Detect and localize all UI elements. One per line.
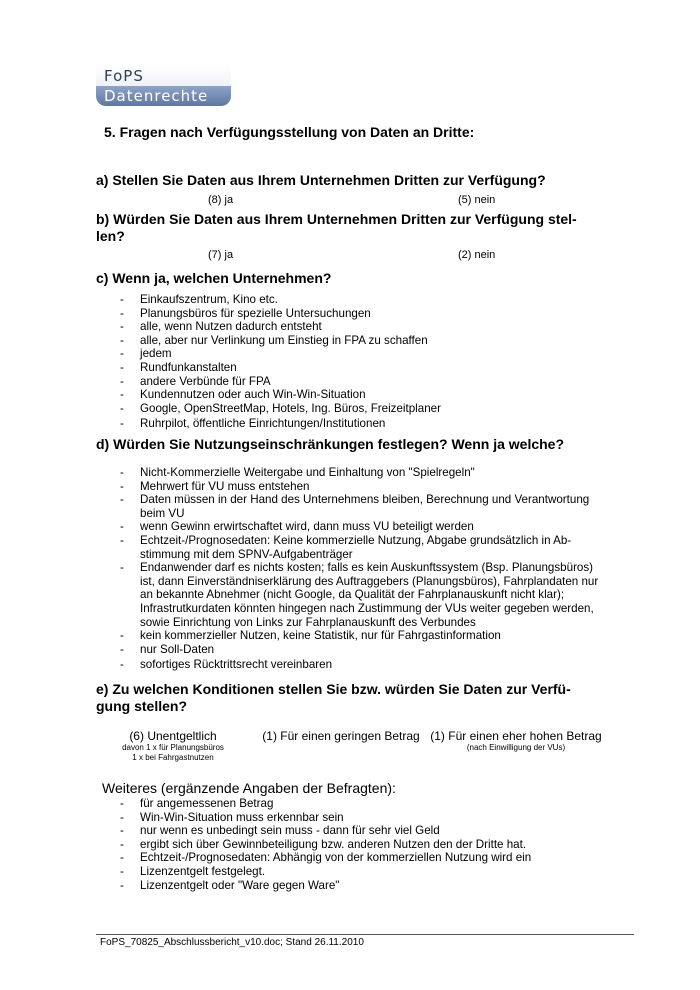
list-item: - Ruhrpilot, öffentliche Einrichtungen/Institutionen (120, 417, 600, 431)
footer-divider (96, 934, 634, 935)
list-item: - Planungsbüros für spezielle Untersuchungen (120, 307, 600, 321)
question-b (96, 211, 616, 245)
list-d (120, 466, 600, 672)
list-item: - wenn Gewinn erwirtschaftet wird, dann muss VU beteiligt werden (120, 520, 600, 534)
condition-high-price-label: (1) Für einen eher hohen Betrag (430, 729, 602, 743)
list-item: - Lizenzentgelt festgelegt. (120, 865, 600, 879)
weiteres-title: Weiteres (ergänzende Angaben der Befragten): (102, 780, 396, 796)
question-e-line2: gung stellen? (96, 698, 187, 714)
question-b-line1: b) Würden Sie Daten aus Ihrem Unternehmen Dritten zur Verfügung stel- (96, 211, 577, 227)
condition-free-label: (6) Unentgeltlich (129, 729, 217, 743)
list-c (120, 293, 600, 431)
list-item: - Google, OpenStreetMap, Hotels, Ing. Büros, Freizeitplaner (120, 402, 600, 416)
list-item: - Lizenzentgelt oder "Ware gegen Ware" (120, 879, 600, 893)
list-item: - kein kommerzieller Nutzen, keine Statistik, nur für Fahrgastinformation (120, 629, 600, 643)
list-item: - alle, wenn Nutzen dadurch entsteht (120, 320, 600, 334)
question-d: d) Würden Sie Nutzungseinschränkungen festlegen? Wenn ja welche? (96, 436, 565, 452)
list-item: - andere Verbünde für FPA (120, 375, 600, 389)
answer-b-no: (2) nein (458, 249, 496, 261)
list-item: - Einkaufszentrum, Kino etc. (120, 293, 600, 307)
footer-text: FoPS_70825_Abschlussbericht_v10.doc; Stand 26.11.2010 (100, 937, 364, 948)
logo-line-datenrechte: Datenrechte (96, 86, 231, 106)
list-weiteres (120, 797, 600, 892)
list-item: - nur wenn es unbedingt sein muss - dann für sehr viel Geld (120, 824, 600, 838)
condition-low-price-label: (1) Für einen geringen Betrag (262, 729, 420, 743)
answer-a-yes: (8) ja (208, 194, 234, 206)
logo-line-fops: FoPS (96, 66, 231, 86)
list-item: - für angemessenen Betrag (120, 797, 600, 811)
list-item: - Daten müssen in der Hand des Unternehmens bleiben, Berechnung und Verantwortung beim VU (120, 493, 600, 520)
question-e-line1: e) Zu welchen Konditionen stellen Sie bzw. würden Sie Daten zur Verfü- (96, 681, 571, 697)
list-item: - Kundennutzen oder auch Win-Win-Situation (120, 388, 600, 402)
list-item: - Echtzeit-/Prognosedaten: Abhängig von der kommerziellen Nutzung wird ein (120, 851, 600, 865)
list-item: - jedem (120, 347, 600, 361)
question-e (96, 681, 616, 715)
answer-b-yes: (7) ja (208, 249, 234, 261)
list-item: - Endanwender darf es nichts kosten; falls es kein Auskunftssystem (Bsp. Planungsbüros) ist, dann Einverständniserklärung des Auftraggebers (Planungsbüros), Fahrplandaten nur an bekannte Abnehmer (nicht Google, da Qualität der Fahrplanauskunft nicht klar); Infrastrutkurdaten könnten hingegen nach Zustimmung der VUs weiter gegeben werden, sowie Einrichtung von Links zur Fahrplanauskunft des Verbundes (120, 561, 600, 629)
section-title: 5. Fragen nach Verfügungsstellung von Daten an Dritte: (104, 124, 475, 140)
question-a: a) Stellen Sie Daten aus Ihrem Unternehmen Dritten zur Verfügung? (96, 172, 546, 188)
list-item: - Win-Win-Situation muss erkennbar sein (120, 811, 600, 825)
list-item: - sofortiges Rücktrittsrecht vereinbaren (120, 658, 600, 672)
question-c: c) Wenn ja, welchen Unternehmen? (96, 270, 332, 286)
condition-high-price (430, 729, 602, 753)
condition-free-note-2: 1 x bei Fahrgastnutzen (132, 753, 214, 762)
list-item: - Mehrwert für VU muss entstehen (120, 480, 600, 494)
fops-logo (96, 66, 231, 108)
answer-a-no: (5) nein (458, 194, 496, 206)
question-b-line2: len? (96, 228, 125, 244)
list-item: - Nicht-Kommerzielle Weitergabe und Einhaltung von "Spielregeln" (120, 466, 600, 480)
condition-free-note-1: davon 1 x für Planungsbüros (122, 743, 224, 752)
list-item: - ergibt sich über Gewinnbeteiligung bzw. anderen Nutzen den der Dritte hat. (120, 838, 600, 852)
condition-low-price (262, 729, 420, 743)
list-item: - nur Soll-Daten (120, 643, 600, 657)
condition-high-price-note: (nach Einwilligung der VUs) (466, 743, 566, 752)
list-item: - Echtzeit-/Prognosedaten: Keine kommerzielle Nutzung, Abgabe grundsätzlich in Ab-stimmung mit dem SPNV-Aufgabenträger (120, 534, 600, 561)
list-item: - Rundfunkanstalten (120, 361, 600, 375)
condition-free (118, 729, 228, 763)
list-item: - alle, aber nur Verlinkung um Einstieg in FPA zu schaffen (120, 334, 600, 348)
